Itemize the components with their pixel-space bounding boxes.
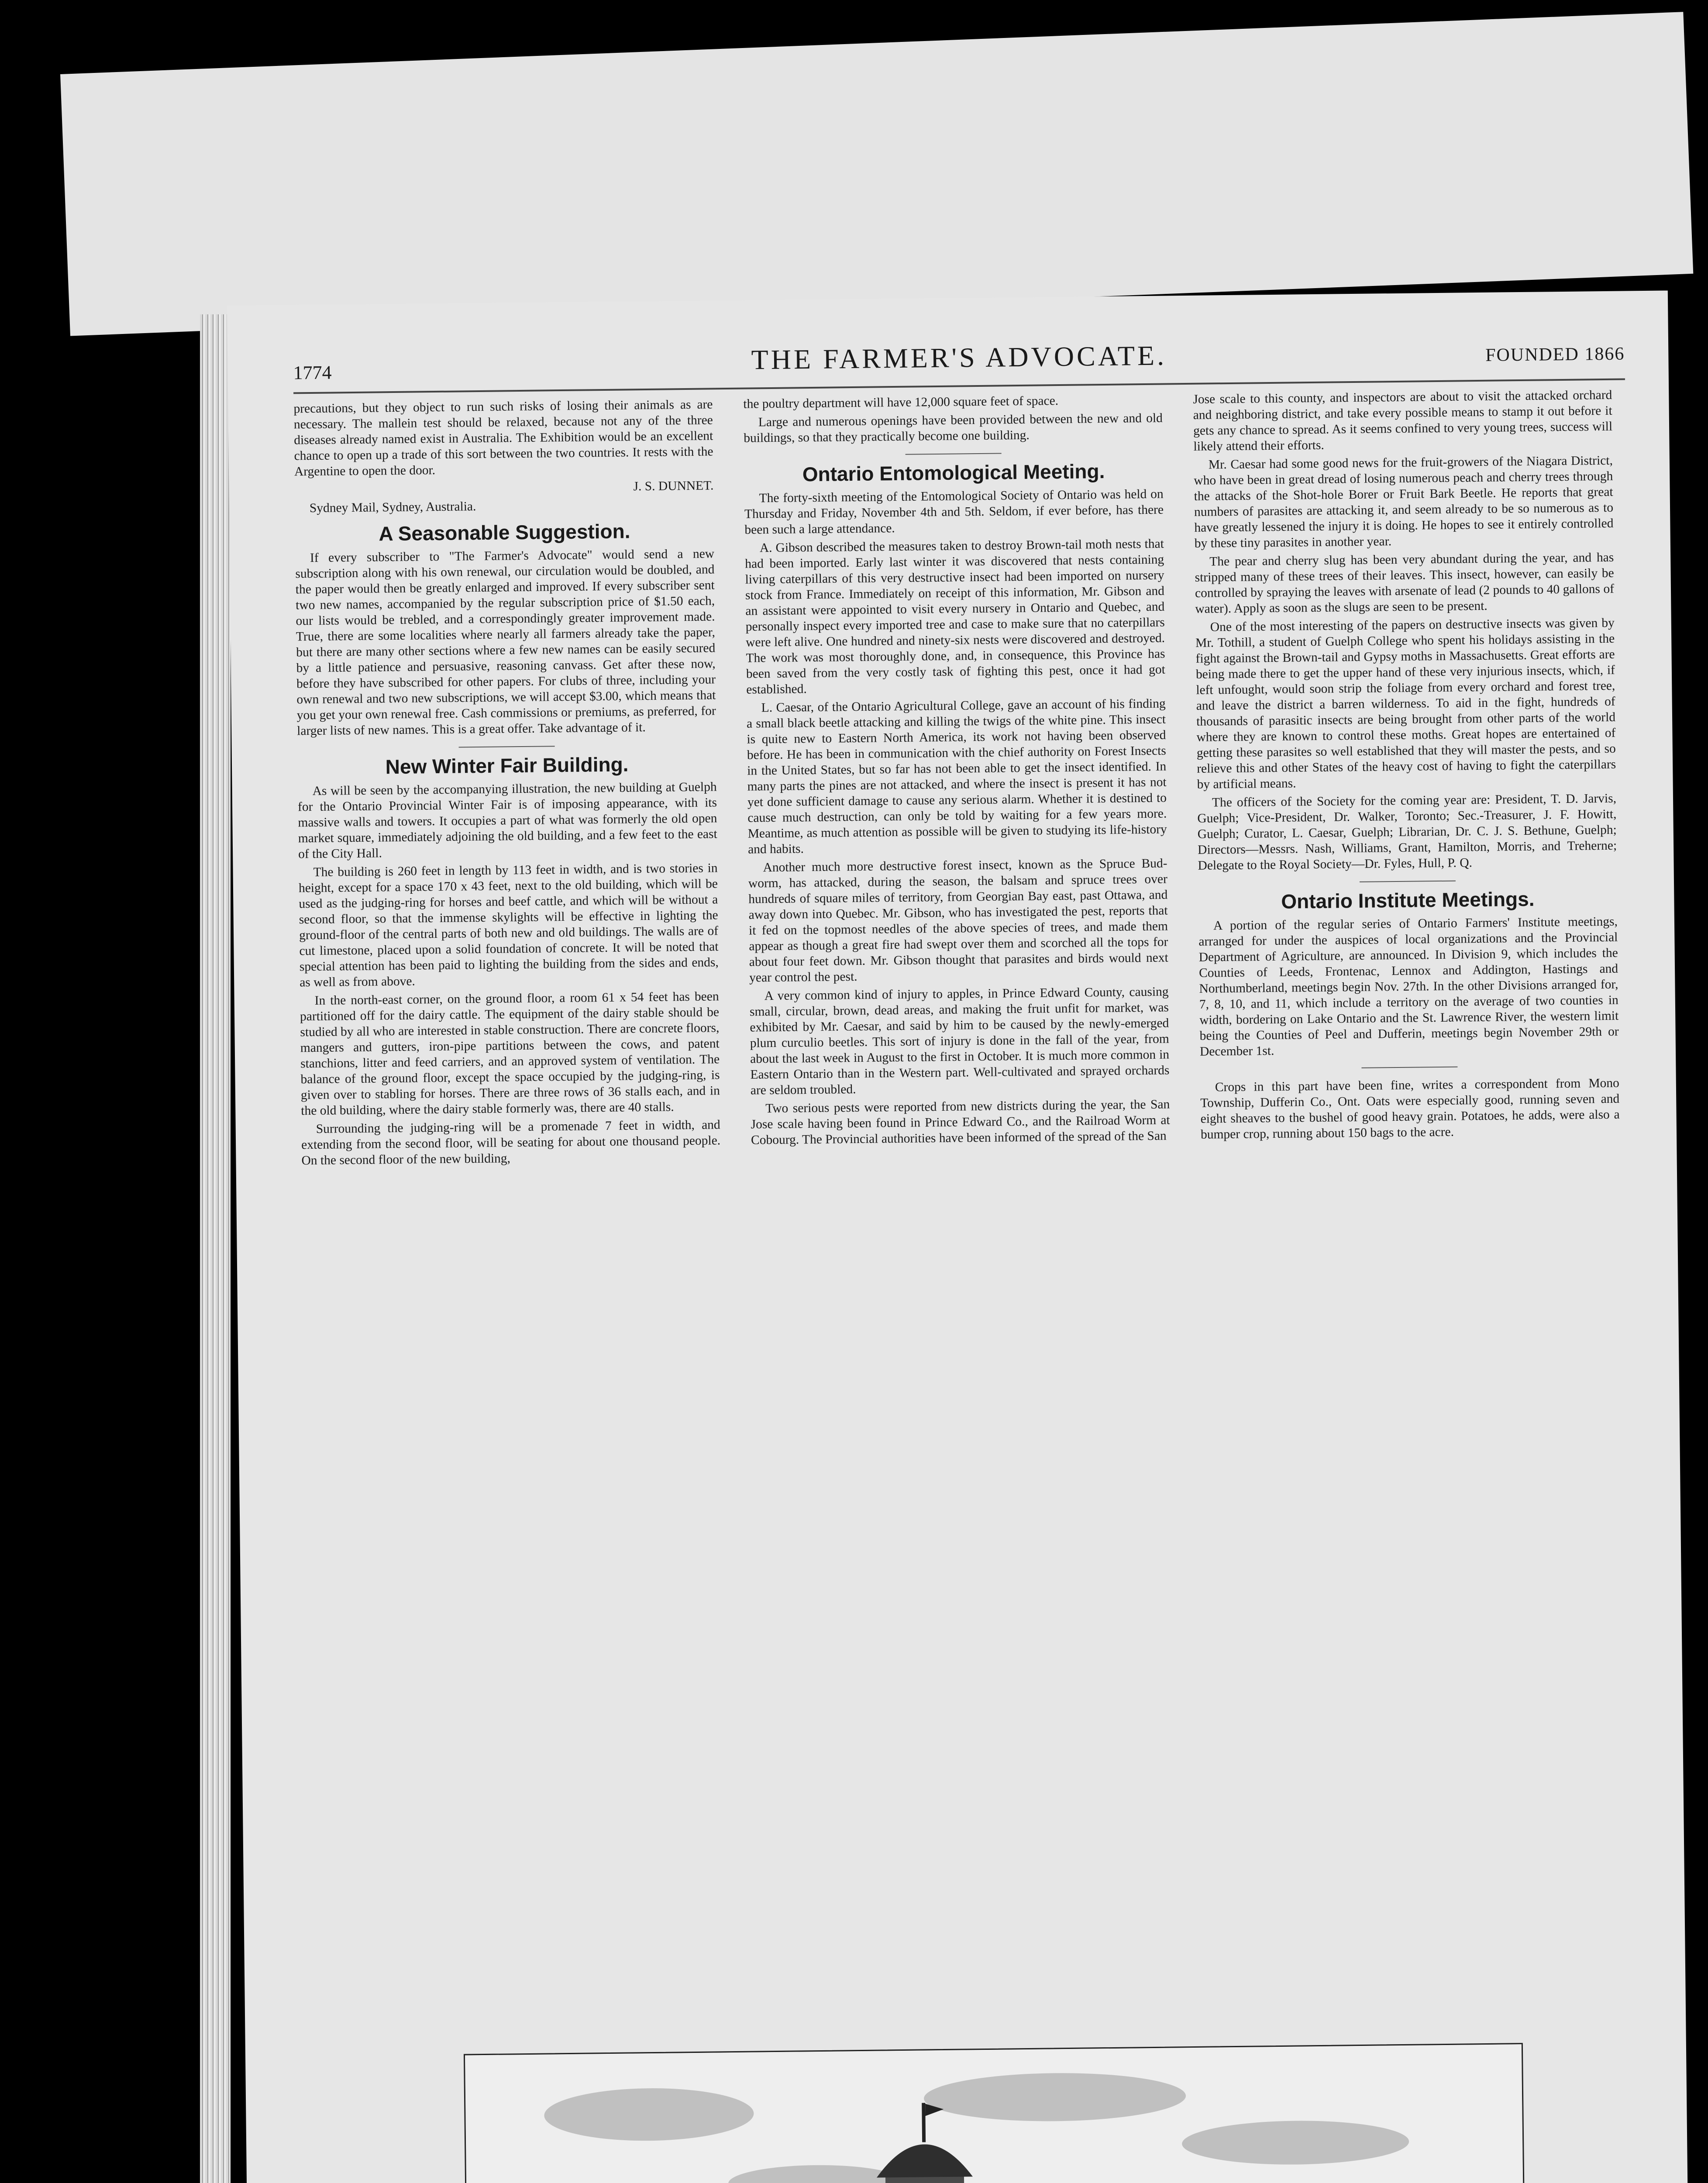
continued-paragraph: the poultry department will have 12,000 square feet of space. <box>743 394 1059 411</box>
signature-name: J. S. DUNNET. <box>633 479 714 494</box>
winter-paragraph-4: Surrounding the judging-ring will be a promenade 7 feet in width, and extending from the second floor, will be seating for about one thousand people. On the second floor of the new building, <box>301 1118 721 1168</box>
crops-paragraph: Crops in this part have been fine, writes a correspondent from Mono Township, Dufferin Co., Ont. Oats were especially good, running seven and eight sheaves to the bushel of good heavy grain. Potatoes, he adds, were also a bumper crop, running about 150 bags to the acre. <box>1200 1076 1620 1142</box>
signature-source: Sydney Mail, Sydney, Australia. <box>309 499 476 516</box>
founded-note: FOUNDED 1866 <box>1485 344 1625 365</box>
slug-paragraph: The pear and cherry slug has been very abundant during the year, and has stripped many of these trees of their leaves. This insect, however, can easily be controlled by spraying the leaves with arsenate of lead (2 pounds to 40 gallons of water). Apply as soon as the slugs are seen to be present. <box>1195 550 1615 616</box>
winter-paragraph-3: In the north-east corner, on the ground floor, a room 61 x 54 feet has been partitioned off for the dairy cattle. The equipment of the dairy stable should be studied by all who are interested in stable construction. There are concrete floors, mangers and gutters, iron-pipe partitions between the cows, and patent stanchions, litter and feed carriers, and an approved system of ventilation. The balance of the ground floor, except the space occupied by the judging-ring, is given over to stabling for horses. There are three rows of 36 stalls each, and in the old building, where the dairy stable formerly was, there are 40 stalls. <box>300 989 720 1118</box>
continued-paragraph-2: Large and numerous openings have been provided between the new and old buildings, so that they practically become one building. <box>744 411 1163 445</box>
column-3 <box>1193 387 1629 2025</box>
column-1 <box>293 396 730 2034</box>
ento-paragraph-6: Two serious pests were reported from new districts during the year, the San Jose scale having been found in Prince Edward Co., and the Railroad Worm at Cobourg. The Provincial authorities have been informed of the spread of the San <box>751 1097 1170 1147</box>
winter-fair-illustration <box>464 2043 1528 2183</box>
caesar-paragraph: Mr. Caesar had some good news for the fruit-growers of the Niagara District, who have been in great dread of losing numerous peach and cherry trees through the attacks of the Shot-hole Borer or Fruit Bark Beetle. He reports that great numbers of parasites are attacking it, and seem already to be so numerous as to have greatly lessened the injury it is doing. He hopes to see it entirely controlled by these tiny parasites in another year. <box>1194 453 1614 551</box>
section-divider <box>1360 881 1456 882</box>
heading-seasonable-suggestion: A Seasonable Suggestion. <box>379 520 630 545</box>
ento-paragraph-4: Another much more destructive forest insect, known as the Spruce Bud-worm, has attacked, during the season, the balsam and spruce trees over hundreds of square miles of territory, from Georgian Bay east, past Ottawa, and away down into Quebec. Mr. Gibson, who has investigated the pest, reports that it fed on the topmost needles of the above species of trees, and made them appear as though a great fire had swept over them and scorched all the tops for about four feet down. Mr. Gibson thought that parasites and birds would next year control the pest. <box>748 856 1168 985</box>
book-page-edges <box>200 314 231 2183</box>
continued-paragraph: precautions, but they object to run such risks of losing their animals as are necessary. The mallein test should be relaxed, because not any of the three diseases already named exist in Australia. The Exhibition would be an excellent chance to open up a trade of this sort between the two countries. It rests with the Argentine to open the door. <box>293 397 713 479</box>
section-divider <box>459 746 555 747</box>
section-divider <box>906 453 1002 455</box>
officers-paragraph: The officers of the Society for the coming year are: President, T. D. Jarvis, Guelph; Vice-President, Dr. Walker, Toronto; Sec.-Treasurer, J. F. Howitt, Guelph; Curator, L. Caesar, Guelph; Librarian, Dr. C. J. S. Bethune, Guelph; Directors—Messrs. Nash, Williams, Grant, Hamilton, Morris, and Treherne; Delegate to the Royal Society—Dr. Fyles, Hull, P. Q. <box>1197 791 1617 873</box>
newspaper-page <box>227 290 1692 2183</box>
suggestion-paragraph: If every subscriber to "The Farmer's Advocate" would send a new subscription along with his own renewal, our circulation would be doubled, and the paper would then be greatly enlarged and improved. If every subscriber sent two new names, accompanied by the regular subscription price of $1.50 each, our lists would be trebled, and a correspondingly greater improvement made. True, there are some localities where nearly all farmers already take the paper, but there are many other sections where a few new names can be easily secured by a little patience and persuasive, reasoning canvass. Get after these now, before they have subscribed for other papers. For clubs of three, including your own renewal and two new subscriptions, we will accept $3.00, which means that you get your own renewal free. Cash commissions or premiums, as preferred, for larger lists of new names. This is a great offer. Take advantage of it. <box>295 547 716 738</box>
ento-paragraph-2: A. Gibson described the measures taken to destroy Brown-tail moth nests that had been imported. Early last winter it was discovered that nests containing living caterpillars of this very destructive insect had been imported on nursery stock from France. Immediately on receipt of this information, Mr. Gibson and an assistant were appointed to visit every nursery in Ontario and Quebec, and personally inspect every imported tree and case to make sure that no caterpillars were left alive. One hundred and ninety-six nests were discovered and destroyed. The work was most thoroughly done, and, in consequence, this Province has been saved from the very costly task of fighting this pest, once it had got established. <box>745 537 1166 697</box>
back-page-sheet <box>60 12 1693 336</box>
heading-winter-fair-building: New Winter Fair Building. <box>385 753 629 778</box>
ento-paragraph-3: L. Caesar, of the Ontario Agricultural College, gave an account of his finding a small black beetle attacking and killing the twigs of the white pine. This insect is quite new to Eastern North America, its work not having been observed before. He has been in communication with the chief authority on Forest Insects in the United States, but so far has not been able to get the insect identified. In many parts the pines are not attacked, and where the insect is present it has not yet done sufficient damage to cause any serious alarm. Whether it is destined to cause much destruction, can only be told by waiting for a few years more. Meantime, as much attention as possible will be given to studying its life-history and habits. <box>746 696 1167 857</box>
page-header <box>293 334 1625 388</box>
heading-institute-meetings: Ontario Institute Meetings. <box>1281 887 1535 913</box>
page-number: 1774 <box>293 362 332 384</box>
heading-entomological-meeting: Ontario Entomological Meeting. <box>802 459 1105 486</box>
building-engraving <box>465 2044 1526 2183</box>
winter-paragraph-2: The building is 260 feet in length by 113 feet in width, and is two stories in height, except for a space 170 x 43 feet, next to the old building, which will be used as the judging-ring for horses and beef cattle, and which will be without a second floor, so that the immense skylights will be effective in lighting the ground-floor of the central parts of both new and old buildings. The walls are of cut limestone, placed upon a solid foundation of concrete. It will be noted that special attention has been paid to lighting the building from the sides and ends, as well as from above. <box>298 861 719 990</box>
ento-paragraph-5: A very common kind of injury to apples, in Prince Edward County, causing small, circular, brown, dead areas, and making the fruit unfit for market, was exhibited by Mr. Caesar, and said by him to be caused by the newly-emerged plum curculio beetles. This sort of injury is done in the fall of the year, from about the last week in August to the first in October. It is much more common in Eastern Ontario than in the Western part. Well-cultivated and sprayed orchards are seldom troubled. <box>749 985 1170 1098</box>
section-divider <box>1361 1067 1457 1068</box>
winter-paragraph-1: As will be seen by the accompanying illustration, the new building at Guelph for the Ontario Provincial Winter Fair is of imposing appearance, with its massive walls and towers. It occupies a part of what was formerly the old open market square, immediately adjoining the old building, and a few feet to the east of the City Hall. <box>297 780 717 861</box>
ento-paragraph-1: The forty-sixth meeting of the Entomological Society of Ontario was held on Thursday and Friday, November 4th and 5th. Seldom, if ever before, has there been such a large attendance. <box>744 487 1164 537</box>
tothill-paragraph: One of the most interesting of the papers on destructive insects was given by Mr. Tothill, a student of Guelph College who spent his holidays assisting in the fight against the Brown-tail and Gypsy moths in Massachusetts. Great efforts are being made there to get the upper hand of these very injurious insects, which, if left unfought, would soon strip the foliage from every orchard and forest tree, and leave the district a barren wilderness. To aid in the fight, hundreds of thousands of parasitic insects are being brought from other parts of the world where they are known to control these moths. Great hopes are entertained of getting these parasites so well established that they will master the pests, and so relieve this and other States of the heavy cost of having to fight the caterpillars by artificial means. <box>1195 616 1616 792</box>
continued-paragraph: Jose scale to this county, and inspectors are about to visit the attacked orchard and neighboring district, and take every possible means to stamp it out before it gets any chance to spread. As it seems confined to very young trees, success will likely attend their efforts. <box>1193 388 1613 454</box>
column-2 <box>743 392 1179 2029</box>
masthead-title: THE FARMER'S ADVOCATE. <box>751 340 1167 375</box>
institute-paragraph: A portion of the regular series of Ontario Farmers' Institute meetings, arranged for under the auspices of local organizations and the Provincial Department of Agriculture, are announced. In Division 9, which includes the Counties of Leeds, Frontenac, Lennox and Addington, Hastings and Northumberland, meetings begin Nov. 27th. In the other Divisions arranged for, 7, 8, 10, and 11, which include a territory on the average of two counties in width, bordering on Lake Ontario and the St. Lawrence River, the western limit being the Counties of Peel and Dufferin, meetings begin November 29th or December 1st. <box>1198 914 1619 1059</box>
